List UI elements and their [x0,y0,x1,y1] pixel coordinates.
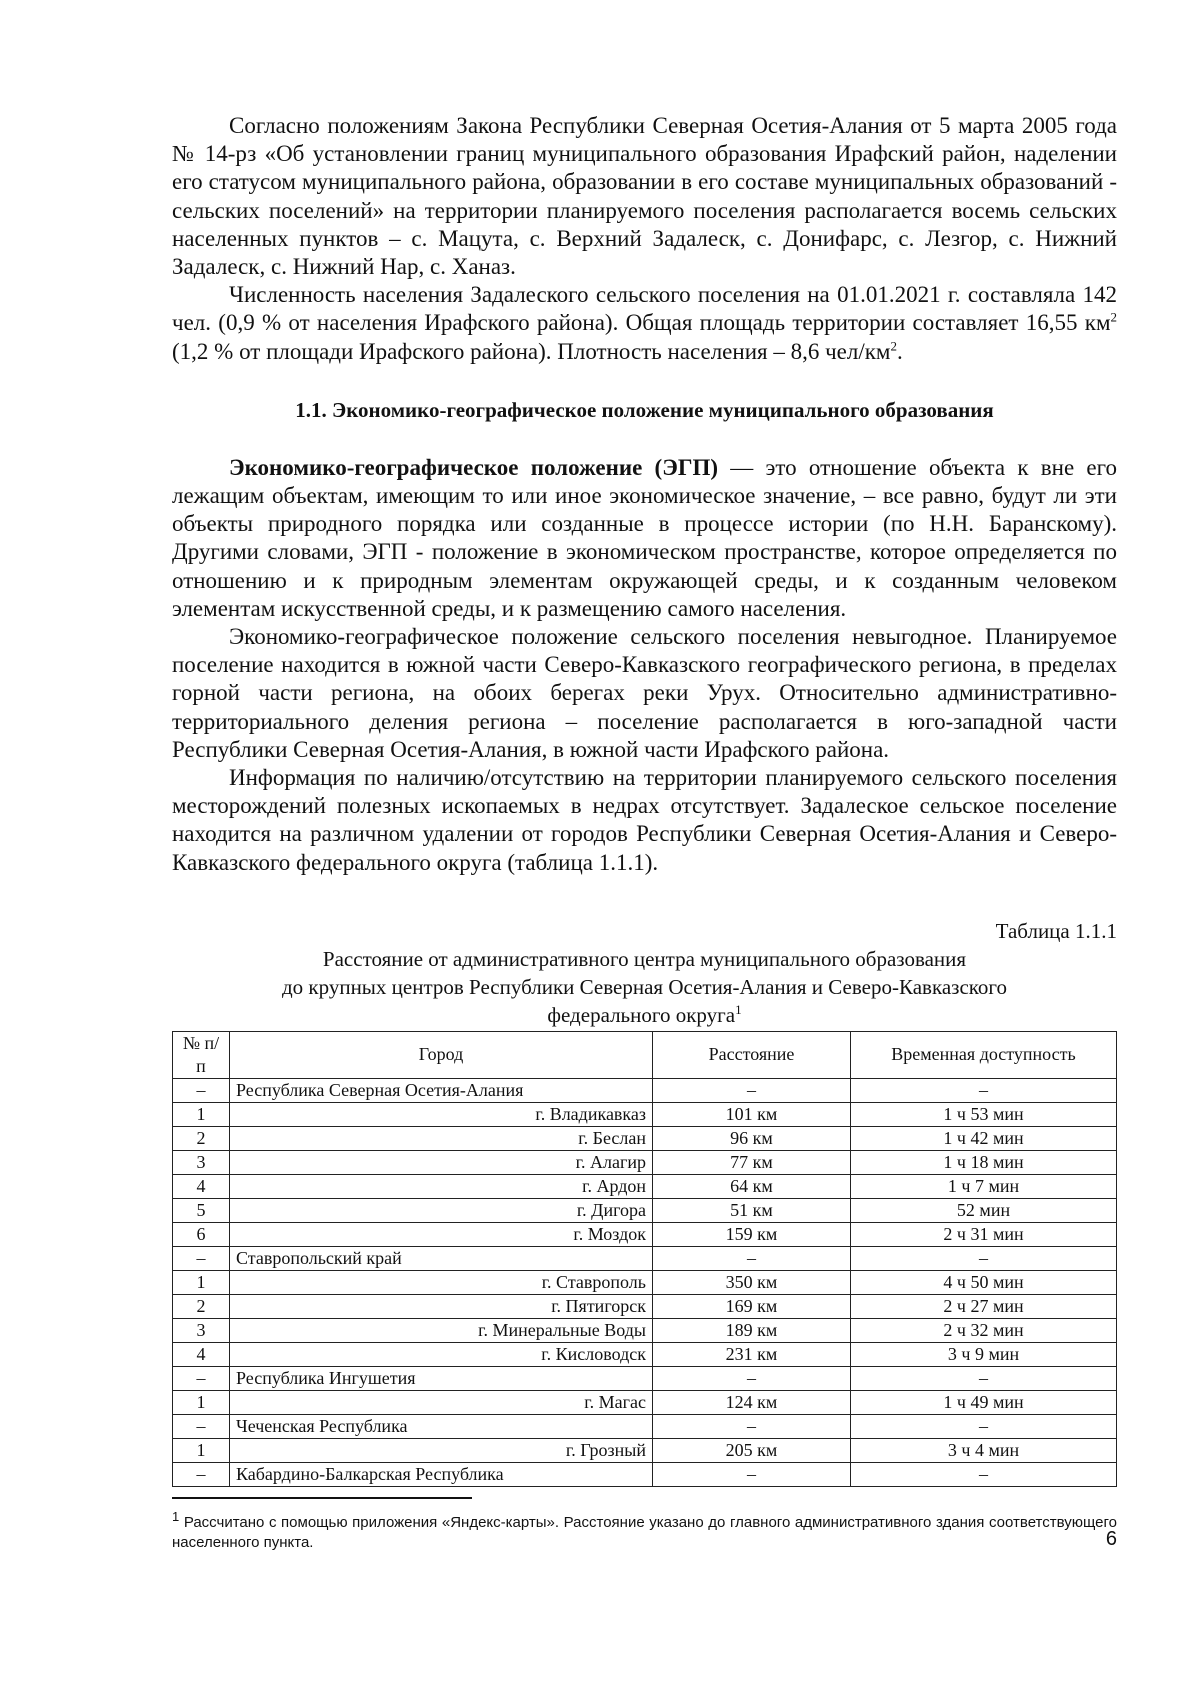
cell-city: г. Кисловодск [230,1342,653,1366]
cell-distance: 96 км [653,1126,851,1150]
cell-num: 2 [173,1294,230,1318]
cell-time: – [851,1366,1117,1390]
table-row [173,1390,1117,1414]
table-row [173,1198,1117,1222]
cell-distance: – [653,1366,851,1390]
cell-num: – [173,1414,230,1438]
cell-time: – [851,1414,1117,1438]
cell-city: г. Моздок [230,1222,653,1246]
cell-city: Республика Северная Осетия-Алания [230,1078,653,1102]
paragraph-egp-definition [172,454,1117,623]
cell-city: г. Минеральные Воды [230,1318,653,1342]
table-title-line-2: до крупных центров Республики Северная Осетия-Алания и Северо-Кавказского [281,974,1008,999]
cell-distance: 101 км [653,1102,851,1126]
cell-distance: 51 км [653,1198,851,1222]
table-row [173,1222,1117,1246]
cell-time: 2 ч 31 мин [851,1222,1117,1246]
table-row [173,1318,1117,1342]
table-row [173,1366,1117,1390]
table-row [173,1150,1117,1174]
table-title-line-1: Расстояние от административного центра муниципального образования [322,946,967,971]
population-text-c: . [896,338,903,364]
cell-city: г. Грозный [230,1438,653,1462]
cell-city: Кабардино-Балкарская Республика [230,1462,653,1486]
cell-time: – [851,1078,1117,1102]
cell-num: 4 [173,1174,230,1198]
cell-distance: – [653,1246,851,1270]
egp-definition-text: — это отношение объекта к вне его лежащим объектам, имеющим то или иное экономическое значение, – все равно, будут ли эти объекты природного порядка или созданные в процессе истории (по Н.Н. Баранскому). Другими словами, ЭГП - положение в экономическом пространстве, которое определяется по отношению и к природным элементам окружающей среды, и к созданным человеком элементам искусственной среды, и к размещению самого населения. [172,454,1117,621]
cell-time: 1 ч 42 мин [851,1126,1117,1150]
table-row [173,1462,1117,1486]
cell-time: 3 ч 9 мин [851,1342,1117,1366]
cell-city: г. Магас [230,1390,653,1414]
document-page [172,112,1117,1553]
cell-distance: 64 км [653,1174,851,1198]
cell-time: 2 ч 27 мин [851,1294,1117,1318]
cell-city: г. Ардон [230,1174,653,1198]
cell-distance: 350 км [653,1270,851,1294]
cell-distance: 77 км [653,1150,851,1174]
cell-city: Республика Ингушетия [230,1366,653,1390]
footnote-marker: 1 [172,1508,180,1524]
cell-time: 1 ч 7 мин [851,1174,1117,1198]
cell-distance: – [653,1414,851,1438]
superscript-sq: 2 [1110,309,1117,325]
table-title [172,945,1117,1029]
cell-city: г. Беслан [230,1126,653,1150]
header-distance: Расстояние [653,1031,851,1078]
table-header-row [173,1031,1117,1078]
cell-time: – [851,1462,1117,1486]
cell-city: г. Владикавказ [230,1102,653,1126]
population-text-a: Численность населения Задалеского сельского поселения на 01.01.2021 г. составляла 142 чел. (0,9 % от населения Ирафского района). Общая площадь территории составляет 16,55 км [172,282,1117,336]
cell-num: 1 [173,1270,230,1294]
cell-city: Чеченская Республика [230,1414,653,1438]
table-row [173,1342,1117,1366]
table-body [173,1078,1117,1486]
population-text-b: (1,2 % от площади Ирафского района). Плотность населения – 8,6 чел/км [172,338,891,364]
table-row [173,1126,1117,1150]
cell-time: 1 ч 49 мин [851,1390,1117,1414]
paragraph-minerals: Информация по наличию/отсутствию на территории планируемого сельского поселения месторождений полезных ископаемых в недрах отсутствует. Задалеское сельское поселение находится на различном удалении от городов Республики Северная Осетия-Алания и Северо-Кавказского федерального округа (таблица 1.1.1). [172,765,1117,875]
footnote-ref: 1 [735,1001,742,1017]
cell-time: 4 ч 50 мин [851,1270,1117,1294]
cell-distance: 159 км [653,1222,851,1246]
table-row [173,1438,1117,1462]
cell-time: 2 ч 32 мин [851,1318,1117,1342]
cell-distance: – [653,1078,851,1102]
table-row [173,1246,1117,1270]
cell-city: г. Дигора [230,1198,653,1222]
cell-num: – [173,1246,230,1270]
cell-distance: 231 км [653,1342,851,1366]
cell-num: 1 [173,1102,230,1126]
egp-term: Экономико-географическое положение (ЭГП) [229,454,718,480]
page-number: 6 [1105,1528,1117,1550]
header-time: Временная доступность [851,1031,1117,1078]
cell-num: 6 [173,1222,230,1246]
cell-distance: 169 км [653,1294,851,1318]
table-row [173,1294,1117,1318]
table-title-line-3 [172,1001,1117,1029]
table-label: Таблица 1.1.1 [995,918,1117,943]
header-num: № п/п [173,1031,230,1078]
cell-distance: 205 км [653,1438,851,1462]
cell-num: 3 [173,1150,230,1174]
cell-time: – [851,1246,1117,1270]
table-row [173,1174,1117,1198]
cell-time: 52 мин [851,1198,1117,1222]
cell-distance: 189 км [653,1318,851,1342]
superscript-sq-2: 2 [890,337,897,353]
table-title-line-3-text: федерального округа [547,1002,736,1027]
cell-time: 3 ч 4 мин [851,1438,1117,1462]
cell-time: 1 ч 18 мин [851,1150,1117,1174]
cell-distance: 124 км [653,1390,851,1414]
cell-num: 5 [173,1198,230,1222]
cell-num: 1 [173,1438,230,1462]
cell-num: 2 [173,1126,230,1150]
table-row [173,1078,1117,1102]
header-city: Город [230,1031,653,1078]
cell-num: – [173,1462,230,1486]
paragraph-population [172,281,1117,366]
footnote-divider [172,1497,472,1499]
table-row [173,1102,1117,1126]
paragraph-egp-assessment: Экономико-географическое положение сельского поселения невыгодное. Планируемое поселение находится в южной части Северо-Кавказского географического региона, в пределах горной части региона, на обоих берегах реки Урух. Относительно административно-территориального деления региона – поселение располагается в юго-западной части Республики Северная Осетия-Алания, в южной части Ирафского района. [172,624,1117,762]
footnote-text: Рассчитано с помощью приложения «Яндекс-карты». Расстояние указано до главного административного здания соответствующего населенного пункта. [172,1513,1117,1551]
cell-num: 4 [173,1342,230,1366]
cell-num: 1 [173,1390,230,1414]
section-heading: 1.1. Экономико-географическое положение муниципального образования [295,397,994,422]
cell-city: г. Ставрополь [230,1270,653,1294]
table-row [173,1414,1117,1438]
cell-distance: – [653,1462,851,1486]
cell-num: – [173,1366,230,1390]
cell-city: Ставропольский край [230,1246,653,1270]
distance-table [172,1031,1117,1487]
footnote [172,1508,1117,1553]
cell-num: – [173,1078,230,1102]
paragraph-law: Согласно положениям Закона Республики Северная Осетия-Алания от 5 марта 2005 года № 14-рз «Об установлении границ муниципального образования Ирафский район, наделении его статусом муниципального района, образовании в его составе муниципальных образований - сельских поселений» на территории планируемого поселения располагается восемь сельских населенных пунктов – с. Мацута, с. Верхний Задалеск, с. Донифарс, с. Лезгор, с. Нижний Задалеск, с. Нижний Нар, с. Ханаз. [172,113,1117,280]
table-row [173,1270,1117,1294]
cell-city: г. Алагир [230,1150,653,1174]
cell-city: г. Пятигорск [230,1294,653,1318]
cell-num: 3 [173,1318,230,1342]
cell-time: 1 ч 53 мин [851,1102,1117,1126]
